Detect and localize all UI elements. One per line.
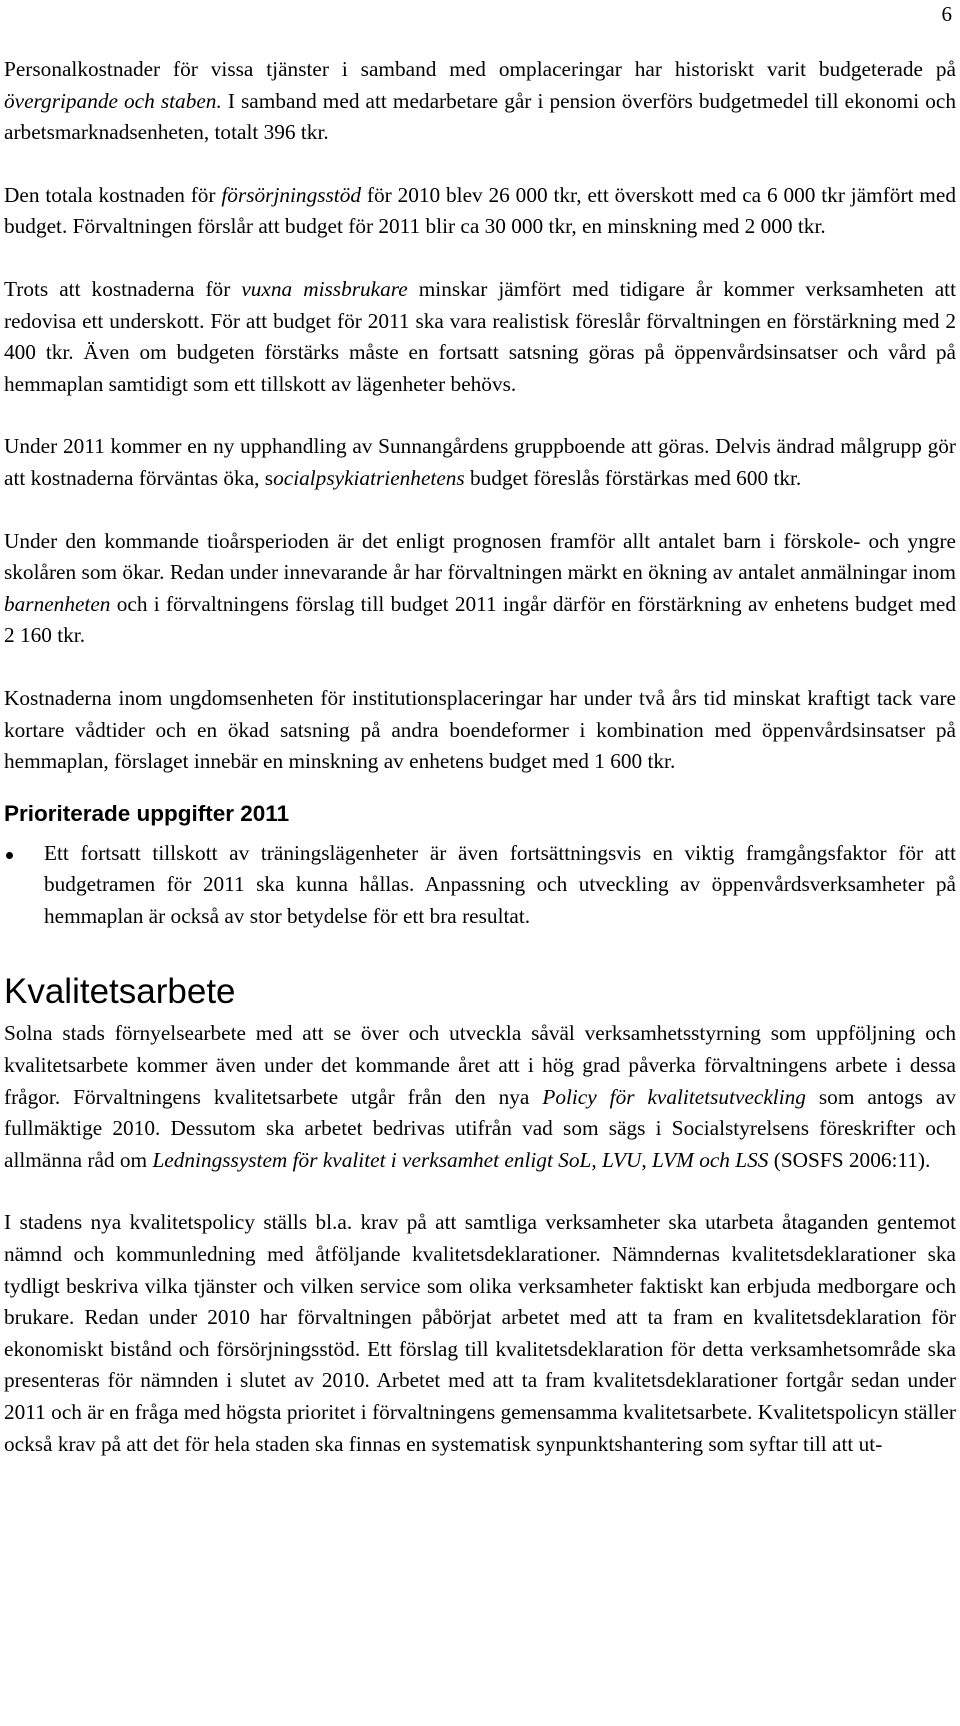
priorities-list bbox=[4, 838, 956, 933]
priorities-heading: Prioriterade uppgifter 2011 bbox=[4, 800, 290, 826]
paragraph-personnel-costs bbox=[4, 54, 956, 149]
text-segment: Under 2011 kommer en ny upphandling av Sunnangårdens gruppboende att göras. Delvis ändrad målgrupp gör att kostnaderna förväntas öka, s bbox=[4, 434, 956, 490]
italic-text-segment: Policy för kvalitetsutveckling bbox=[542, 1084, 806, 1109]
priority-item bbox=[4, 838, 956, 933]
paragraph-income-support bbox=[4, 180, 956, 243]
text-segment: Under den kommande tioårsperioden är det enligt prognosen framför allt antalet barn i förskole- och yngre skolåren som ökar. Redan under innevarande år har förvaltningen märkt en ökning av antalet anmälningar inom bbox=[4, 528, 956, 585]
quality-title: Kvalitetsarbete bbox=[4, 972, 236, 1012]
italic-text-segment: Ledningssystem för kvalitet i verksamhet enligt SoL, LVU, LVM och LSS bbox=[152, 1147, 769, 1172]
paragraph-adult-substance-abuse bbox=[4, 274, 956, 400]
text-segment: I samband med att medarbetare går i pension överförs budgetmedel till ekonomi och arbetsmarknadsenheten, totalt 396 tkr. bbox=[4, 88, 956, 145]
text-segment: I stadens nya kvalitetspolicy ställs bl.a. krav på att samtliga verksamheter ska utarbeta åtaganden gentemot nämnd och kommunledning med åtföljande kvalitetsdeklarationer. Nämndernas kvalitetsdeklarationer ska tydligt beskriva vilka tjänster och vilken service som olika verksamheter faktiskt kan erbjuda medborgare och brukare. Redan under 2010 har förvaltningen påbörjat arbetet med att ta fram en kvalitetsdeklaration för ekonomiskt bistånd och försörjningsstöd. Ett förslag till kvalitetsdeklaration för detta verksamhetsområde ska presenteras för nämnden i slutet av 2010. Arbetet med att ta fram kvalitetsdeklarationer fortgår sedan under 2011 och är en fråga med högsta prioritet i förvaltningens gemensamma kvalitetsarbete. Kvalitetspolicyn ställer också krav på att det för hela staden ska finnas en systematisk synpunktshantering som syftar till att ut- bbox=[4, 1210, 956, 1456]
document-body bbox=[4, 54, 956, 1491]
text-segment: Trots att kostnaderna för bbox=[4, 276, 242, 301]
text-segment: minskar jämfört med tidigare år kommer verksamheten att redovisa ett underskott. För att budget för 2011 ska vara realistisk föreslår förvaltningen en förstärkning med 2 400 tkr. Även om budgeten förstärks måste en fortsatt satsning göras på öppenvårdsinsatser och vård på hemmaplan samtidigt som ett tillskott av lägenheter behövs. bbox=[4, 276, 956, 396]
italic-text-segment: ocialpsykiatrienhetens bbox=[273, 465, 465, 490]
paragraph-group-housing bbox=[4, 431, 956, 494]
italic-text-segment: barnenheten bbox=[4, 591, 111, 616]
text-segment: Personalkostnader för vissa tjänster i samband med omplaceringar har historiskt varit budgeterade på bbox=[4, 57, 956, 81]
text-segment: (SOSFS 2006:11). bbox=[768, 1147, 931, 1172]
paragraph-children-unit bbox=[4, 526, 956, 652]
text-segment: Solna stads förnyelsearbete med att se över och utveckla såväl verksamhetsstyrning som uppföljning och kvalitetsarbete kommer även under det kommande året att i hög grad påverka förvaltningens arbete i dessa frågor. Förvaltningens kvalitetsarbete utgår från den nya bbox=[4, 1021, 956, 1109]
page-number: 6 bbox=[941, 2, 952, 26]
italic-text-segment: övergripande och staben. bbox=[4, 88, 222, 113]
text-segment: och i förvaltningens förslag till budget 2011 ingår därför en förstärkning av enhetens budget med 2 160 tkr. bbox=[4, 591, 956, 648]
priority-item-text: Ett fortsatt tillskott av träningslägenheter är även fortsättningsvis en viktig framgångsfaktor för att budgetramen för 2011 ska kunna hållas. Anpassning och utveckling av öppenvårdsverksamheter på hemmaplan är också av stor betydelse för ett bra resultat. bbox=[44, 840, 956, 928]
text-segment: som antogs av fullmäktige 2010. Dessutom ska arbetet bedrivas utifrån vad som sägs i Socialstyrelsens föreskrifter och allmänna råd om bbox=[4, 1084, 956, 1172]
text-segment: Den totala kostnaden för bbox=[4, 182, 222, 207]
paragraph-youth-unit bbox=[4, 683, 956, 778]
paragraph-quality-policy bbox=[4, 1207, 956, 1460]
italic-text-segment: vuxna missbrukare bbox=[241, 276, 408, 301]
text-segment: Kostnaderna inom ungdomsenheten för institutionsplaceringar har under två års tid minskat kraftigt tack vare kortare vådtider och en ökad satsning på andra boendeformer i kombination med öppenvårdsinsatser på hemmaplan, förslaget innebär en minskning av enhetens budget med 1 600 tkr. bbox=[4, 685, 956, 774]
text-segment: budget föreslås förstärkas med 600 tkr. bbox=[464, 465, 802, 490]
bullet-icon bbox=[6, 852, 13, 859]
italic-text-segment: försörjningsstöd bbox=[221, 182, 362, 207]
paragraph-quality-renewal bbox=[4, 1018, 956, 1176]
text-segment: för 2010 blev 26 000 tkr, ett överskott med ca 6 000 tkr jämfört med budget. Förvaltningen förslår att budget för 2011 blir ca 30 000 tkr, en minskning med 2 000 tkr. bbox=[4, 182, 956, 239]
